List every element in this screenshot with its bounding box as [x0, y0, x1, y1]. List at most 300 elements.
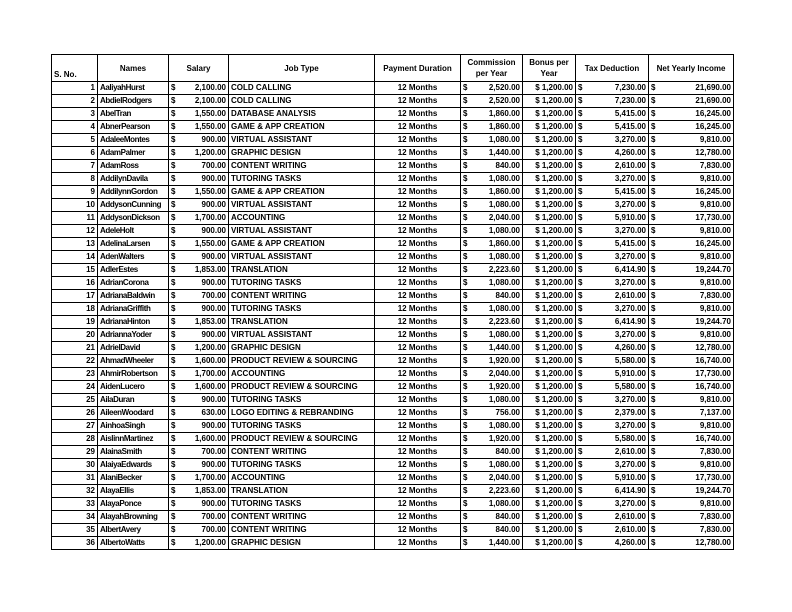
tax-cell-wrap [578, 368, 646, 380]
commission-cell-wrap [463, 316, 520, 328]
currency-symbol: $ [651, 148, 656, 157]
currency-symbol: $ [651, 200, 656, 209]
salary-cell-value: 2,100.00 [194, 83, 226, 92]
currency-symbol: $ [463, 538, 468, 547]
currency-symbol: $ [463, 499, 468, 508]
tax-cell-wrap [578, 82, 646, 94]
commission-cell-value: 1,080.00 [488, 499, 520, 508]
tax-cell-value: 5,580.00 [614, 356, 646, 365]
currency-symbol: $ [463, 382, 468, 391]
salary-cell-value: 900.00 [201, 304, 226, 313]
table-row [52, 251, 734, 264]
net-income-cell-wrap [651, 82, 731, 94]
job-type: VIRTUAL ASSISTANT [229, 225, 375, 238]
employee-name: AdrianaGriffith [98, 303, 169, 316]
commission-cell [461, 511, 523, 524]
commission-cell [461, 160, 523, 173]
row-number: 15 [52, 264, 98, 277]
currency-symbol: $ [651, 499, 656, 508]
tax-cell [576, 446, 649, 459]
bonus-cell: $ 1,200.00 [523, 212, 576, 225]
bonus-cell: $ 1,200.00 [523, 329, 576, 342]
tax-cell [576, 290, 649, 303]
tax-cell-wrap [578, 147, 646, 159]
salary-cell-value: 900.00 [201, 278, 226, 287]
net-income-cell [649, 537, 734, 550]
net-income-cell-value: 9,810.00 [699, 330, 731, 339]
table-row [52, 238, 734, 251]
salary-cell [169, 355, 229, 368]
currency-symbol: $ [578, 330, 583, 339]
net-income-cell-value: 17,730.00 [695, 369, 731, 378]
net-income-cell [649, 303, 734, 316]
table-row [52, 316, 734, 329]
salary-cell-wrap [171, 264, 226, 276]
currency-symbol: $ [171, 96, 176, 105]
commission-cell-value: 1,920.00 [488, 382, 520, 391]
tax-cell [576, 160, 649, 173]
job-type: TUTORING TASKS [229, 394, 375, 407]
currency-symbol: $ [171, 239, 176, 248]
currency-symbol: $ [463, 122, 468, 131]
bonus-cell: $ 1,200.00 [523, 108, 576, 121]
bonus-cell: $ 1,200.00 [523, 316, 576, 329]
net-income-cell [649, 342, 734, 355]
employee-name: AhmadWheeler [98, 355, 169, 368]
net-income-cell-value: 7,830.00 [699, 161, 731, 170]
currency-symbol: $ [651, 486, 656, 495]
commission-cell-value: 1,920.00 [488, 434, 520, 443]
tax-cell-wrap [578, 446, 646, 458]
salary-cell [169, 381, 229, 394]
payment-duration: 12 Months [375, 394, 461, 407]
employee-name: AdrianaHinton [98, 316, 169, 329]
net-income-cell [649, 212, 734, 225]
net-income-cell-wrap [651, 108, 731, 120]
job-type: CONTENT WRITING [229, 446, 375, 459]
tax-cell-value: 3,270.00 [614, 135, 646, 144]
bonus-cell: $ 1,200.00 [523, 433, 576, 446]
tax-cell-wrap [578, 160, 646, 172]
currency-symbol: $ [463, 148, 468, 157]
job-type: PRODUCT REVIEW & SOURCING [229, 355, 375, 368]
job-type: CONTENT WRITING [229, 511, 375, 524]
table-row [52, 95, 734, 108]
net-income-cell-value: 16,740.00 [695, 382, 731, 391]
header-job-type: Job Type [229, 55, 375, 82]
currency-symbol: $ [171, 408, 176, 417]
salary-cell-wrap [171, 225, 226, 237]
commission-cell-value: 1,080.00 [488, 135, 520, 144]
salary-cell-value: 900.00 [201, 226, 226, 235]
net-income-cell-value: 9,810.00 [699, 499, 731, 508]
currency-symbol: $ [171, 135, 176, 144]
net-income-cell-wrap [651, 446, 731, 458]
net-income-cell-value: 16,245.00 [695, 122, 731, 131]
row-number: 4 [52, 121, 98, 134]
net-income-cell-value: 9,810.00 [699, 174, 731, 183]
currency-symbol: $ [171, 252, 176, 261]
tax-cell [576, 485, 649, 498]
commission-cell-value: 1,080.00 [488, 252, 520, 261]
currency-symbol: $ [171, 512, 176, 521]
commission-cell [461, 329, 523, 342]
commission-cell-value: 1,440.00 [488, 538, 520, 547]
salary-cell-wrap [171, 277, 226, 289]
job-type: GRAPHIC DESIGN [229, 537, 375, 550]
commission-cell-value: 2,223.60 [488, 317, 520, 326]
net-income-cell-wrap [651, 381, 731, 393]
currency-symbol: $ [578, 369, 583, 378]
currency-symbol: $ [578, 460, 583, 469]
commission-cell-value: 1,080.00 [488, 460, 520, 469]
net-income-cell-value: 7,137.00 [699, 408, 731, 417]
table-row [52, 472, 734, 485]
commission-cell [461, 498, 523, 511]
payment-duration: 12 Months [375, 303, 461, 316]
commission-cell-wrap [463, 537, 520, 549]
employee-name: AbdielRodgers [98, 95, 169, 108]
employee-name: AddilynnGordon [98, 186, 169, 199]
tax-cell [576, 407, 649, 420]
net-income-cell [649, 82, 734, 95]
tax-cell-wrap [578, 329, 646, 341]
currency-symbol: $ [578, 187, 583, 196]
salary-cell [169, 459, 229, 472]
currency-symbol: $ [463, 187, 468, 196]
salary-cell-value: 1,700.00 [194, 213, 226, 222]
commission-cell-wrap [463, 420, 520, 432]
currency-symbol: $ [651, 239, 656, 248]
commission-cell [461, 108, 523, 121]
net-income-cell [649, 446, 734, 459]
commission-cell [461, 186, 523, 199]
commission-cell-value: 1,080.00 [488, 304, 520, 313]
currency-symbol: $ [651, 408, 656, 417]
currency-symbol: $ [171, 317, 176, 326]
job-type: TUTORING TASKS [229, 173, 375, 186]
currency-symbol: $ [578, 83, 583, 92]
employee-name: AlayaEllis [98, 485, 169, 498]
payment-duration: 12 Months [375, 95, 461, 108]
currency-symbol: $ [651, 265, 656, 274]
currency-symbol: $ [578, 278, 583, 287]
tax-cell-value: 7,230.00 [614, 83, 646, 92]
payment-duration: 12 Months [375, 524, 461, 537]
payment-duration: 12 Months [375, 485, 461, 498]
commission-cell [461, 368, 523, 381]
net-income-cell-wrap [651, 147, 731, 159]
table-row [52, 160, 734, 173]
salary-cell-value: 630.00 [201, 408, 226, 417]
bonus-cell: $ 1,200.00 [523, 186, 576, 199]
salary-cell-wrap [171, 498, 226, 510]
payment-duration: 12 Months [375, 446, 461, 459]
job-type: PRODUCT REVIEW & SOURCING [229, 381, 375, 394]
commission-cell-wrap [463, 355, 520, 367]
currency-symbol: $ [578, 148, 583, 157]
currency-symbol: $ [651, 395, 656, 404]
table-row [52, 511, 734, 524]
commission-cell [461, 355, 523, 368]
currency-symbol: $ [578, 512, 583, 521]
currency-symbol: $ [578, 239, 583, 248]
net-income-cell-value: 9,810.00 [699, 421, 731, 430]
commission-cell [461, 316, 523, 329]
commission-cell-value: 2,223.60 [488, 486, 520, 495]
salary-cell [169, 108, 229, 121]
net-income-cell [649, 173, 734, 186]
employee-name: AaliyahHurst [98, 82, 169, 95]
header-salary: Salary [169, 55, 229, 82]
salary-cell-value: 1,200.00 [194, 148, 226, 157]
salary-cell [169, 446, 229, 459]
currency-symbol: $ [463, 369, 468, 378]
row-number: 16 [52, 277, 98, 290]
payment-duration: 12 Months [375, 355, 461, 368]
net-income-cell [649, 186, 734, 199]
bonus-cell: $ 1,200.00 [523, 277, 576, 290]
row-number: 26 [52, 407, 98, 420]
currency-symbol: $ [651, 252, 656, 261]
commission-cell-wrap [463, 459, 520, 471]
employee-name: AdeleHolt [98, 225, 169, 238]
row-number: 30 [52, 459, 98, 472]
salary-cell-value: 1,600.00 [194, 382, 226, 391]
row-number: 3 [52, 108, 98, 121]
bonus-cell: $ 1,200.00 [523, 82, 576, 95]
currency-symbol: $ [463, 265, 468, 274]
net-income-cell [649, 329, 734, 342]
currency-symbol: $ [651, 382, 656, 391]
salary-cell [169, 277, 229, 290]
currency-symbol: $ [651, 304, 656, 313]
bonus-cell: $ 1,200.00 [523, 303, 576, 316]
net-income-cell-wrap [651, 472, 731, 484]
tax-cell-wrap [578, 459, 646, 471]
bonus-cell: $ 1,200.00 [523, 238, 576, 251]
net-income-cell [649, 316, 734, 329]
table-row [52, 108, 734, 121]
tax-cell-value: 2,610.00 [614, 447, 646, 456]
job-type: TRANSLATION [229, 316, 375, 329]
currency-symbol: $ [463, 278, 468, 287]
salary-cell-wrap [171, 121, 226, 133]
net-income-cell [649, 147, 734, 160]
bonus-cell: $ 1,200.00 [523, 459, 576, 472]
currency-symbol: $ [578, 161, 583, 170]
tax-cell-wrap [578, 173, 646, 185]
currency-symbol: $ [651, 460, 656, 469]
commission-cell [461, 277, 523, 290]
tax-cell [576, 394, 649, 407]
salary-cell [169, 238, 229, 251]
payment-duration: 12 Months [375, 225, 461, 238]
net-income-cell-wrap [651, 537, 731, 549]
net-income-cell [649, 459, 734, 472]
salary-cell [169, 472, 229, 485]
tax-cell-value: 5,910.00 [614, 473, 646, 482]
tax-cell-wrap [578, 381, 646, 393]
currency-symbol: $ [463, 109, 468, 118]
job-type: TUTORING TASKS [229, 459, 375, 472]
employee-name: AlayaPonce [98, 498, 169, 511]
tax-cell-wrap [578, 355, 646, 367]
net-income-cell [649, 238, 734, 251]
net-income-cell [649, 355, 734, 368]
salary-cell [169, 290, 229, 303]
net-income-cell-value: 16,245.00 [695, 187, 731, 196]
commission-cell-value: 2,520.00 [488, 96, 520, 105]
commission-cell-value: 1,440.00 [488, 343, 520, 352]
tax-cell-value: 3,270.00 [614, 421, 646, 430]
commission-cell [461, 433, 523, 446]
net-income-cell-wrap [651, 290, 731, 302]
commission-cell-value: 2,520.00 [488, 83, 520, 92]
commission-cell-value: 840.00 [495, 161, 520, 170]
net-income-cell [649, 511, 734, 524]
tax-cell [576, 251, 649, 264]
salary-cell-wrap [171, 82, 226, 94]
tax-cell [576, 498, 649, 511]
salary-cell [169, 199, 229, 212]
net-income-cell-wrap [651, 212, 731, 224]
employee-name: AidenLucero [98, 381, 169, 394]
row-number: 9 [52, 186, 98, 199]
currency-symbol: $ [171, 226, 176, 235]
currency-symbol: $ [463, 200, 468, 209]
currency-symbol: $ [651, 538, 656, 547]
table-row [52, 134, 734, 147]
job-type: GAME & APP CREATION [229, 238, 375, 251]
tax-cell [576, 381, 649, 394]
tax-cell-wrap [578, 212, 646, 224]
net-income-cell-wrap [651, 433, 731, 445]
net-income-cell-wrap [651, 186, 731, 198]
payment-duration: 12 Months [375, 407, 461, 420]
commission-cell [461, 407, 523, 420]
job-type: TUTORING TASKS [229, 420, 375, 433]
currency-symbol: $ [578, 226, 583, 235]
table-row [52, 498, 734, 511]
employee-name: AbnerPearson [98, 121, 169, 134]
row-number: 36 [52, 537, 98, 550]
net-income-cell-value: 17,730.00 [695, 473, 731, 482]
salary-cell-wrap [171, 433, 226, 445]
net-income-cell-wrap [651, 95, 731, 107]
net-income-cell-value: 7,830.00 [699, 447, 731, 456]
salary-cell-value: 1,853.00 [194, 265, 226, 274]
bonus-cell: $ 1,200.00 [523, 95, 576, 108]
row-number: 29 [52, 446, 98, 459]
currency-symbol: $ [171, 447, 176, 456]
bonus-cell: $ 1,200.00 [523, 420, 576, 433]
job-type: COLD CALLING [229, 95, 375, 108]
header-commission: Commission per Year [461, 55, 523, 82]
header-row [52, 55, 734, 82]
commission-cell [461, 459, 523, 472]
salary-cell [169, 511, 229, 524]
commission-cell [461, 485, 523, 498]
salary-cell-value: 900.00 [201, 252, 226, 261]
currency-symbol: $ [578, 499, 583, 508]
payment-duration: 12 Months [375, 433, 461, 446]
currency-symbol: $ [651, 421, 656, 430]
salary-cell-wrap [171, 446, 226, 458]
commission-cell-wrap [463, 134, 520, 146]
payment-duration: 12 Months [375, 511, 461, 524]
tax-cell-value: 3,270.00 [614, 200, 646, 209]
job-type: GRAPHIC DESIGN [229, 342, 375, 355]
commission-cell [461, 420, 523, 433]
net-income-cell [649, 524, 734, 537]
tax-cell [576, 316, 649, 329]
tax-cell-value: 5,415.00 [614, 187, 646, 196]
payroll-table [51, 54, 734, 550]
currency-symbol: $ [651, 330, 656, 339]
commission-cell-value: 1,860.00 [488, 122, 520, 131]
net-income-cell-value: 16,740.00 [695, 356, 731, 365]
table-row [52, 82, 734, 95]
employee-name: AlbertAvery [98, 524, 169, 537]
net-income-cell-wrap [651, 303, 731, 315]
currency-symbol: $ [171, 395, 176, 404]
currency-symbol: $ [463, 96, 468, 105]
currency-symbol: $ [578, 356, 583, 365]
payment-duration: 12 Months [375, 368, 461, 381]
tax-cell [576, 355, 649, 368]
currency-symbol: $ [463, 213, 468, 222]
currency-symbol: $ [171, 434, 176, 443]
commission-cell-wrap [463, 329, 520, 341]
bonus-cell: $ 1,200.00 [523, 472, 576, 485]
job-type: VIRTUAL ASSISTANT [229, 329, 375, 342]
salary-cell-wrap [171, 524, 226, 536]
salary-cell-wrap [171, 420, 226, 432]
tax-cell-wrap [578, 134, 646, 146]
employee-name: AdrielDavid [98, 342, 169, 355]
currency-symbol: $ [651, 109, 656, 118]
tax-cell [576, 537, 649, 550]
commission-cell-value: 840.00 [495, 447, 520, 456]
commission-cell-value: 1,080.00 [488, 200, 520, 209]
header-sno: S. No. [52, 55, 98, 82]
job-type: CONTENT WRITING [229, 524, 375, 537]
commission-cell-wrap [463, 407, 520, 419]
commission-cell-wrap [463, 82, 520, 94]
currency-symbol: $ [171, 148, 176, 157]
header-payment-duration: Payment Duration [375, 55, 461, 82]
tax-cell-wrap [578, 303, 646, 315]
job-type: CONTENT WRITING [229, 160, 375, 173]
employee-name: AdlerEstes [98, 264, 169, 277]
currency-symbol: $ [578, 525, 583, 534]
tax-cell [576, 368, 649, 381]
tax-cell-wrap [578, 108, 646, 120]
currency-symbol: $ [651, 473, 656, 482]
net-income-cell-wrap [651, 199, 731, 211]
net-income-cell-wrap [651, 160, 731, 172]
currency-symbol: $ [463, 330, 468, 339]
salary-cell-wrap [171, 173, 226, 185]
tax-cell-wrap [578, 186, 646, 198]
tax-cell-value: 2,610.00 [614, 512, 646, 521]
currency-symbol: $ [578, 317, 583, 326]
tax-cell [576, 472, 649, 485]
job-type: VIRTUAL ASSISTANT [229, 251, 375, 264]
payment-duration: 12 Months [375, 472, 461, 485]
salary-cell-wrap [171, 381, 226, 393]
